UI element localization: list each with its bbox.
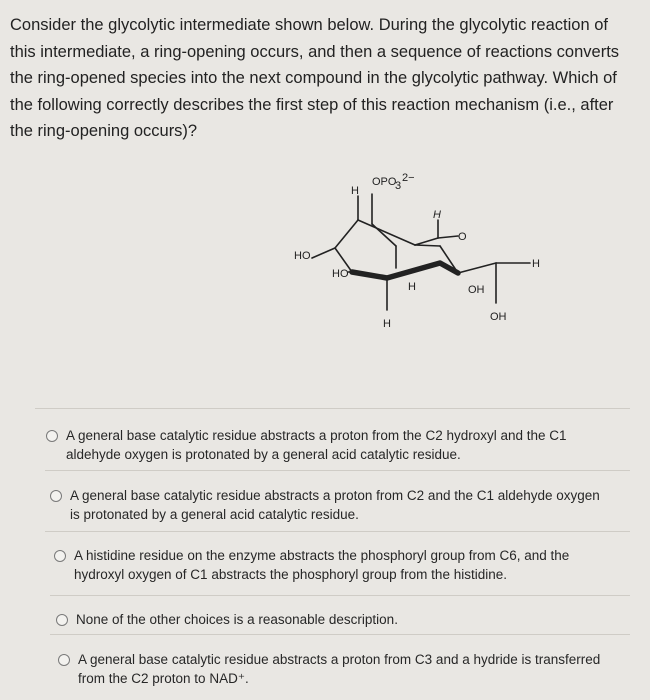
radio-button-icon[interactable] <box>46 430 58 442</box>
answer-option-text: A histidine residue on the enzyme abstracts the phosphoryl group from C6, and the hydroxyl oxygen of C1 abstracts the phosphoryl group from the histidine. <box>74 548 570 582</box>
radio-button-icon[interactable] <box>56 614 68 626</box>
answer-option-text: None of the other choices is a reasonable description. <box>76 612 398 627</box>
label-oh-c1: OH <box>490 311 507 323</box>
label-h-c3: H <box>408 281 416 293</box>
label-opo3-sub: 3 <box>395 180 402 192</box>
label-oh-c2: OH <box>468 284 485 296</box>
divider <box>35 408 630 409</box>
label-ho-left: HO <box>294 250 311 262</box>
answer-option-2[interactable] <box>50 486 610 524</box>
answer-option-text: A general base catalytic residue abstracts a proton from C3 and a hydride is transferred from the C2 proton to NAD⁺. <box>78 652 601 686</box>
divider <box>45 470 630 471</box>
answer-option-5[interactable] <box>58 650 628 688</box>
label-h-top: H <box>351 185 359 197</box>
label-h-right: H <box>532 258 540 270</box>
divider <box>45 531 630 532</box>
answer-option-4[interactable] <box>56 610 616 629</box>
label-opo3-charge: 2− <box>402 172 415 184</box>
question-text: Consider the glycolytic intermediate shown below. During the glycolytic reaction of this intermediate, a ring-opening occurs, and then a sequence of reactions converts the ring-opened species into the next compound in the glycolytic pathway. Which of the following correctly describes the first step of this reaction mechanism (i.e., after the ring-opening occurs)? <box>10 16 620 140</box>
radio-button-icon[interactable] <box>58 654 70 666</box>
radio-button-icon[interactable] <box>50 490 62 502</box>
radio-button-icon[interactable] <box>54 550 66 562</box>
label-ring-o: O <box>458 231 467 243</box>
answer-option-1[interactable] <box>46 426 616 464</box>
label-h-ring-o: H <box>433 209 441 221</box>
answer-option-text: A general base catalytic residue abstracts a proton from C2 and the C1 aldehyde oxygen is protonated by a general acid catalytic residue. <box>70 488 600 522</box>
label-ho-mid: HO <box>332 268 349 280</box>
divider <box>50 595 630 596</box>
label-opo3: OPO <box>372 176 397 188</box>
answer-option-3[interactable] <box>54 546 614 584</box>
divider <box>50 634 630 635</box>
answer-option-text: A general base catalytic residue abstracts a proton from the C2 hydroxyl and the C1 aldehyde oxygen is protonated by a general acid catalytic residue. <box>66 428 567 462</box>
label-h-c4: H <box>383 318 391 330</box>
